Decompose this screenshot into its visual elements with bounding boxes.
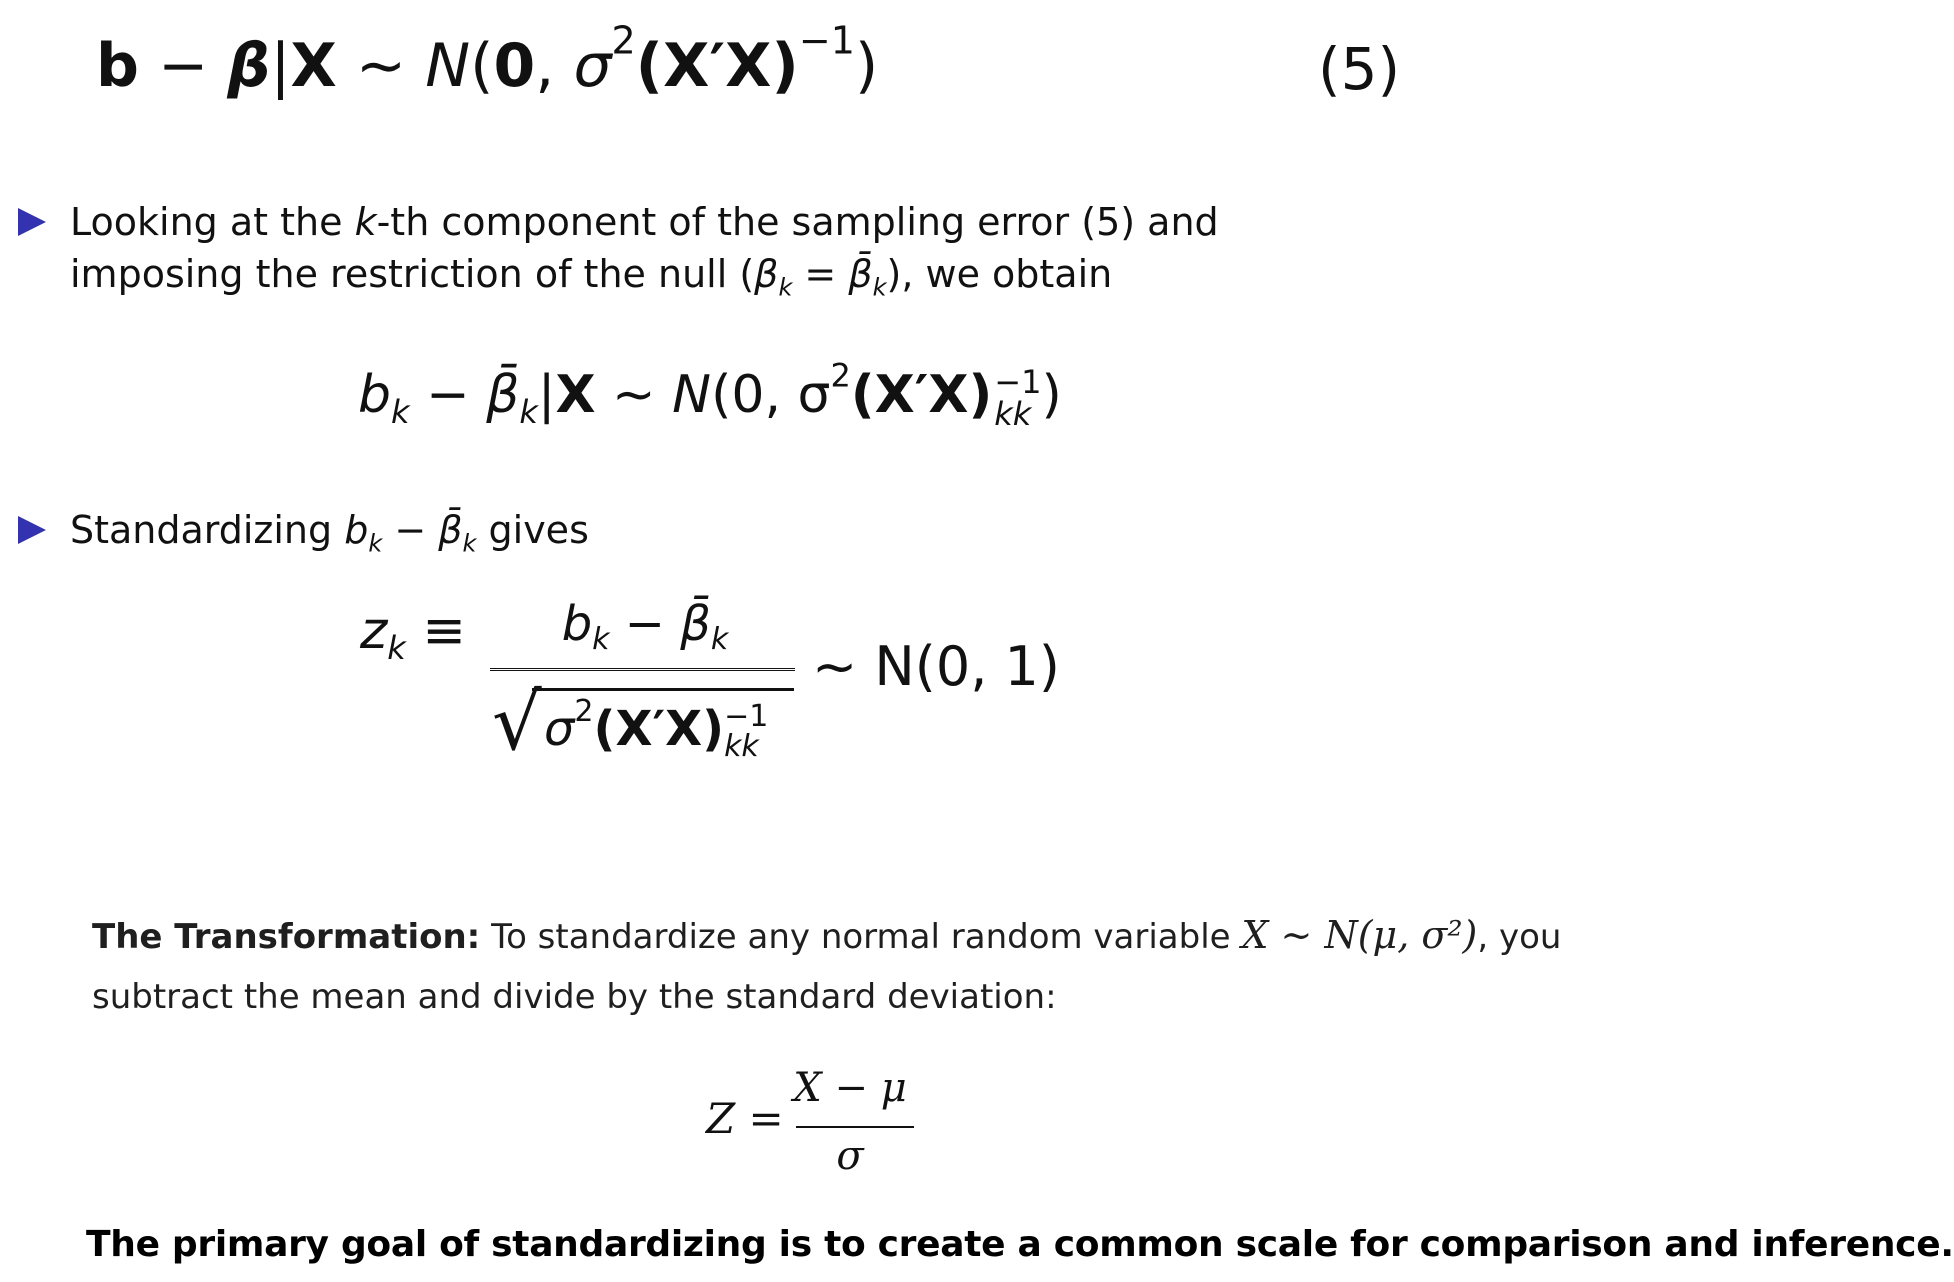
transformation-math: X ∼ N(μ, σ²) [1241,913,1478,957]
eq5-square: 2 [611,18,636,63]
bk-supsub [994,363,1042,433]
zk-denominator [544,694,769,764]
zk-den-xx: (X′X) [593,701,725,757]
bullet-1-text [70,196,1219,300]
b1-l2a: imposing the restriction of the null ( [70,252,755,296]
bk-minus: − [409,365,487,425]
bk-k2: k [519,393,538,432]
b2-k2: k [462,529,477,558]
b1-eq: = [792,252,849,296]
eq5-zero: 0 [493,31,536,101]
zk-num-k2: k [710,622,729,657]
eq5-sim: ∼ [336,31,426,101]
eq5-close: ) [854,31,879,101]
zk-den-supsub [724,699,769,764]
b1-l1b: -th component of the sampling error (5) and [376,200,1219,244]
equation-number: (5) [1318,35,1401,103]
b1-l1a: Looking at the [70,200,355,244]
bullet-triangle-icon [18,516,46,544]
b2-text-b: gives [476,508,589,552]
eq5-sigma: σ [573,31,612,101]
bk-sim: ∼ [595,365,673,425]
z-formula-denominator: σ [836,1133,864,1179]
bk-k: k [391,393,410,432]
eq5-given: | [270,31,291,101]
bk-square: 2 [830,356,851,395]
equation-zk-lhs [360,601,466,668]
b2-betabar: β̄ [438,508,463,552]
b2-k: k [368,529,383,558]
eq5-inverse: −1 [798,18,855,63]
z-formula-numerator: X − μ [793,1065,907,1111]
eq5-X: X [290,31,337,101]
zk-num-betabar: β̄ [680,596,711,652]
bullet-1-line-1 [70,196,1219,248]
bullet-1-line-2 [70,248,1219,300]
zk-numerator-text [490,596,800,660]
zk-den-square: 2 [574,694,594,729]
eq5-beta: β [227,31,271,101]
zk-z: z [360,601,388,661]
transformation-line-1 [92,904,1561,968]
bk-X: X [555,365,596,425]
bullet-triangle-icon [18,208,46,236]
zk-fraction-bar [490,668,795,671]
b1-beta: β [754,252,779,296]
bk-given: | [537,365,556,425]
eq5-xx: (X′X) [635,31,799,101]
bk-rest: (0, σ [711,365,831,425]
bk-xx: (X′X) [850,365,993,425]
transformation-end: , you [1477,917,1562,957]
zk-num-k: k [592,622,610,657]
z-formula-lhs: Z = [706,1094,784,1143]
zk-num-b: b [561,596,593,652]
zk-num-minus: − [609,596,681,652]
bk-close: ) [1041,365,1062,425]
bk-betabar: β̄ [486,365,520,425]
zk-equiv: ≡ [405,601,466,661]
b1-betabar: β̄ [848,252,873,296]
eq5-N: N [425,31,471,101]
zk-den-inverse: −1 [724,699,769,734]
b1-l2b: ), we obtain [886,252,1113,296]
transformation-label: The Transformation: [92,917,481,957]
sqrt-icon: √ [492,678,542,768]
transformation-text: To standardize any normal random variable [480,917,1242,957]
bk-b: b [358,365,392,425]
b1-k1: k [778,273,793,302]
bk-inverse: −1 [994,363,1042,401]
zk-den-sigma: σ [544,701,575,757]
transformation-line-2: subtract the mean and divide by the standard deviation: [92,977,1057,1017]
conclusion-text: The primary goal of standardizing is to create a common scale for comparison and inference. [86,1224,1954,1265]
equation-bk [358,356,1062,433]
sqrt-vinculum [532,688,794,691]
eq5-comma: , [535,31,574,101]
b1-k2: k [872,273,887,302]
eq5-b: b [96,31,139,101]
eq5-minus: − [138,31,228,101]
b2-b: b [344,508,369,552]
equation-5 [96,18,879,101]
eq5-open: ( [470,31,494,101]
bullet-2-text [70,504,589,556]
zk-k: k [387,629,406,668]
zk-den-kk: kk [724,729,759,764]
zk-numerator [490,596,800,660]
zk-rhs: ∼ N(0, 1) [812,635,1060,698]
bk-N: N [672,365,712,425]
b2-minus: − [382,508,439,552]
bk-kk: kk [994,395,1032,433]
z-formula-bar [796,1126,914,1128]
b1-k: k [354,200,377,244]
b2-text-a: Standardizing [70,508,345,552]
